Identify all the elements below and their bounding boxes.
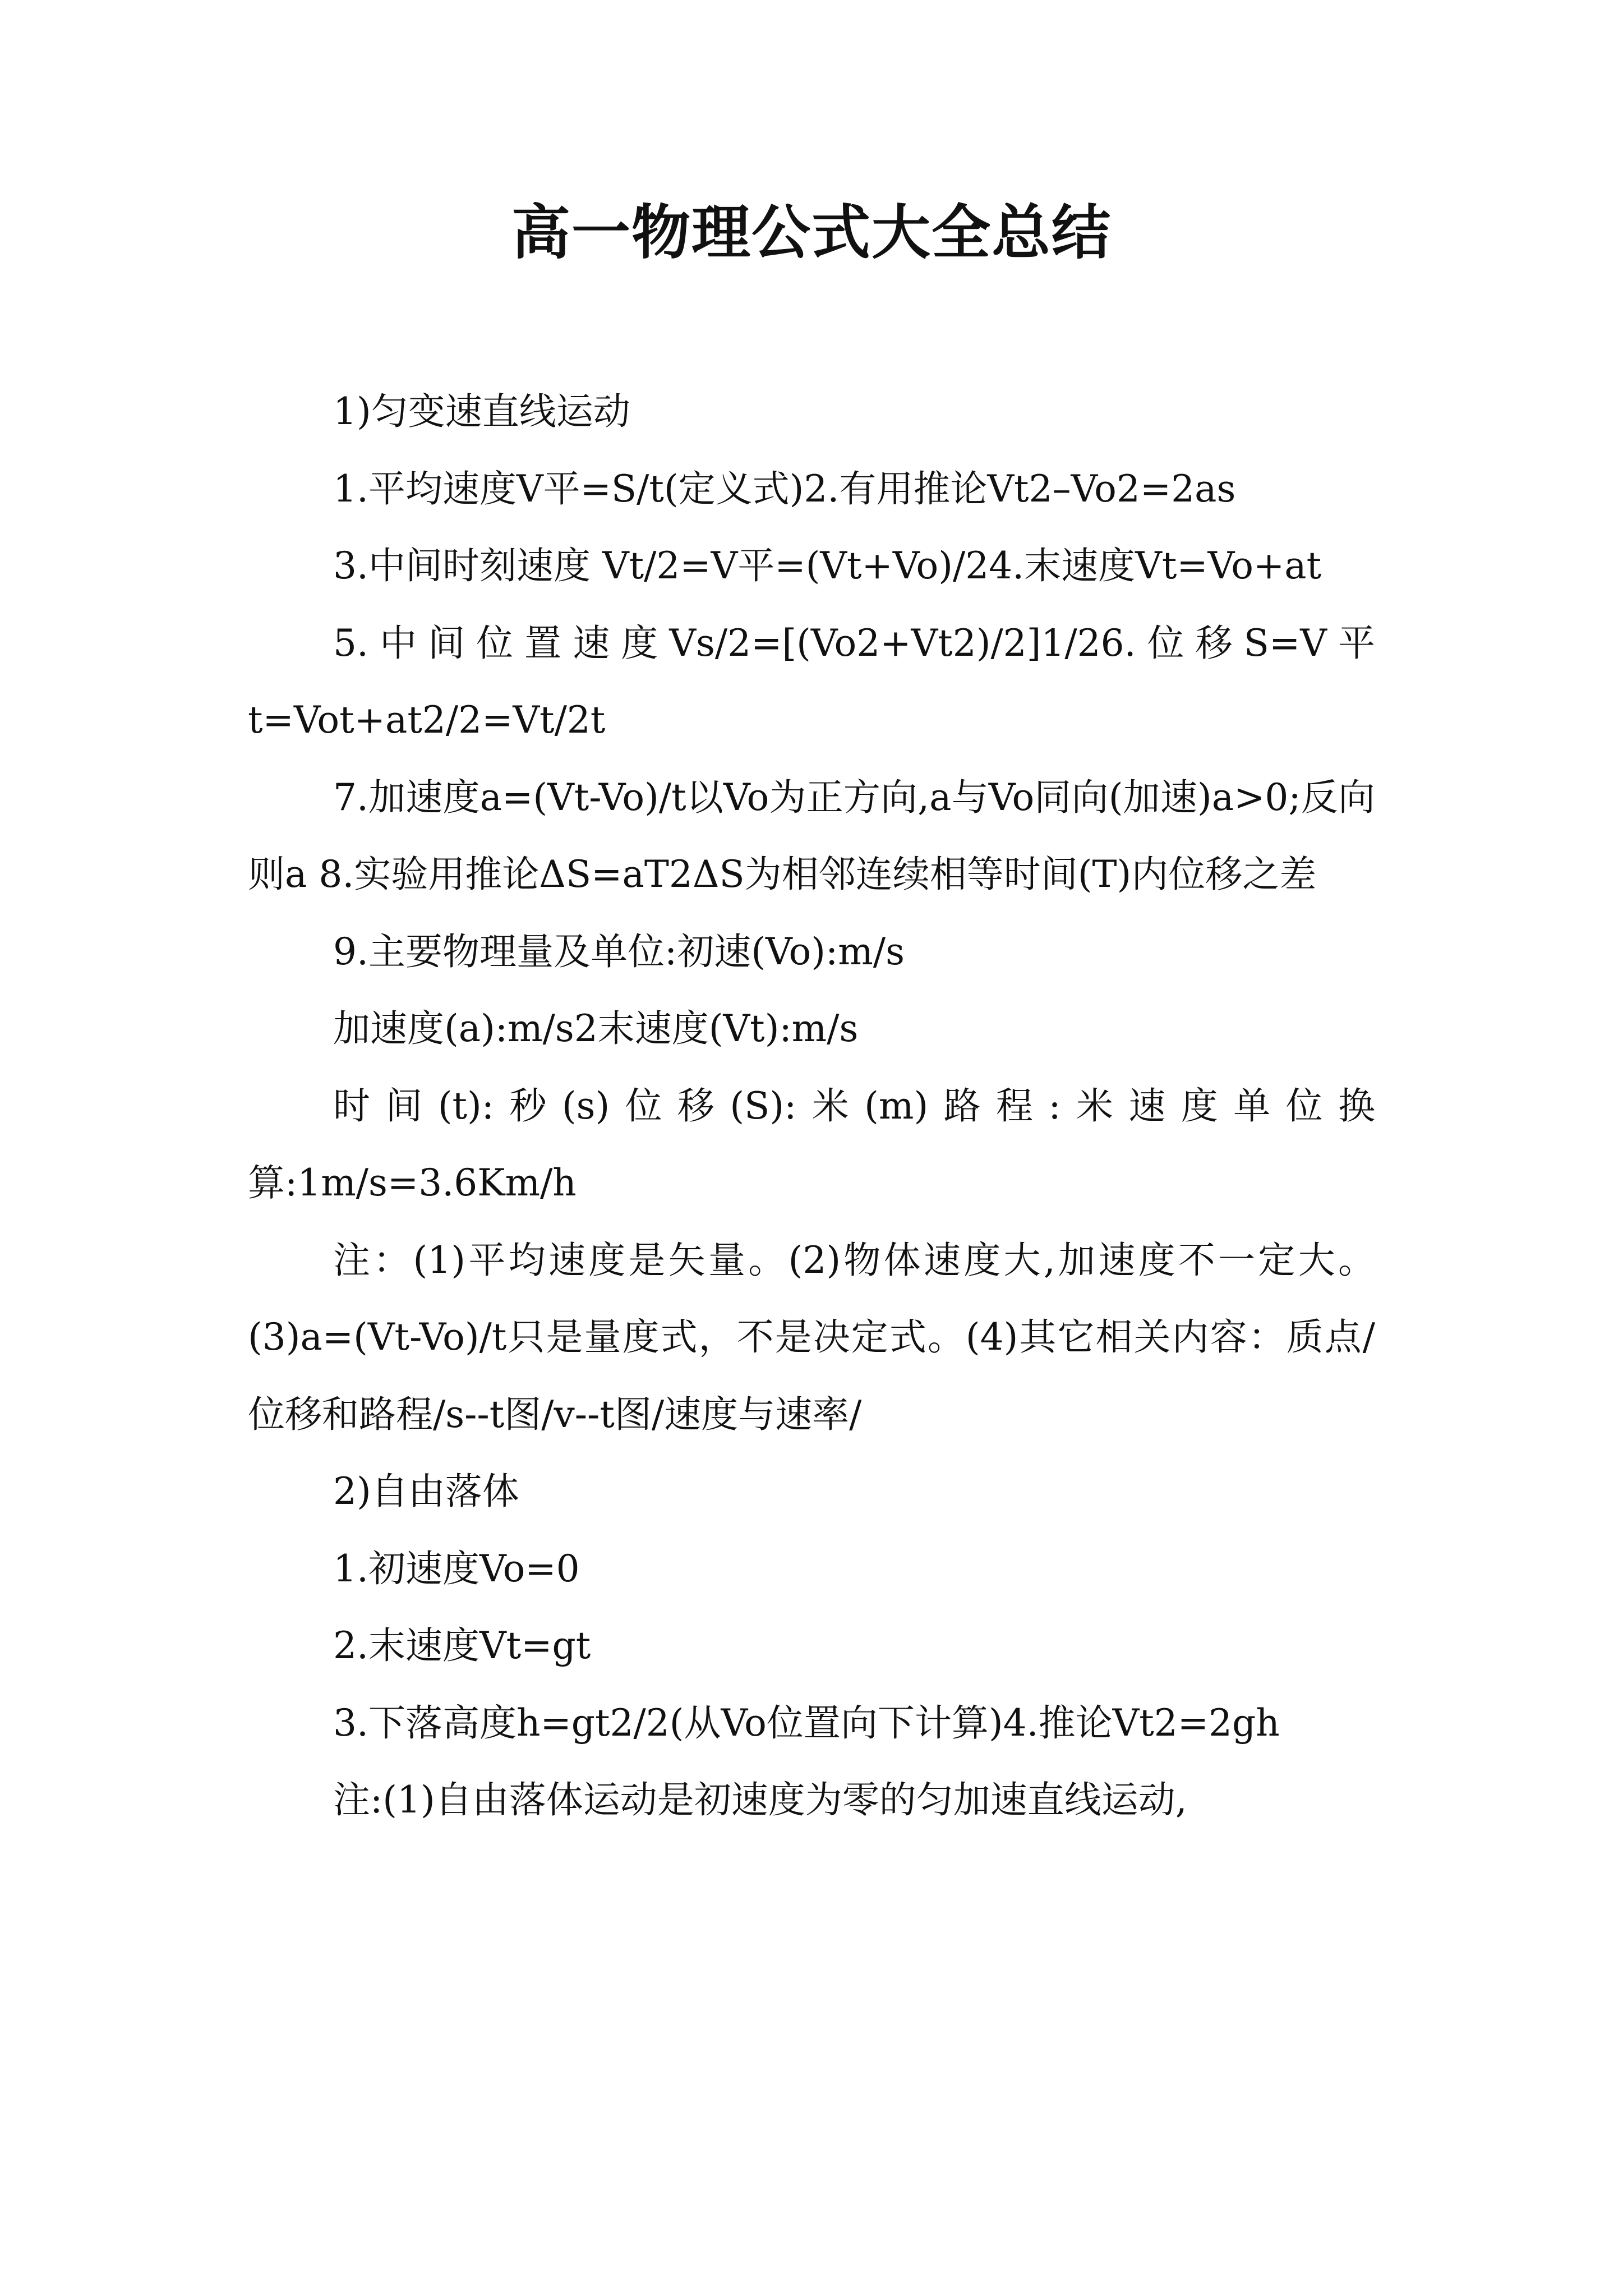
formula-paragraph: 2.末速度Vt=gt bbox=[333, 1624, 591, 1667]
formula-paragraph: 3.下落高度h=gt2/2(从Vo位置向下计算)4.推论Vt2=2gh bbox=[333, 1701, 1280, 1745]
units-paragraph: 9.主要物理量及单位:初速(Vo):m/s bbox=[333, 930, 905, 973]
section-heading-free-fall: 2)自由落体 bbox=[333, 1470, 519, 1513]
formula-paragraph: 3.中间时刻速度 Vt/2=V平=(Vt+Vo)/24.末速度Vt=Vo+at bbox=[333, 544, 1322, 587]
note-paragraph: 注：(1)平均速度是矢量。(2)物体速度大,加速度不一定大。(3)a=(Vt-Vo)/t只是量度式，不是决定式。(4)其它相关内容：质点/位移和路程/s--t图/v--t图/速度与速率/ bbox=[248, 1238, 1375, 1436]
formula-paragraph: 1.初速度Vo=0 bbox=[333, 1547, 580, 1590]
units-paragraph: 时间(t):秒(s)位移(S):米(m)路程:米速度单位换算:1m/s=3.6Km/h bbox=[248, 1084, 1375, 1204]
units-paragraph: 加速度(a):m/s2末速度(Vt):m/s bbox=[333, 1007, 859, 1050]
section-heading-uniform-motion: 1)匀变速直线运动 bbox=[333, 390, 630, 433]
document-body bbox=[248, 373, 1375, 1839]
note-paragraph: 注:(1)自由落体运动是初速度为零的匀加速直线运动, bbox=[333, 1778, 1187, 1821]
formula-paragraph: 7.加速度a=(Vt-Vo)/t以Vo为正方向,a与Vo同向(加速)a>0;反向则a 8.实验用推论ΔS=aT2ΔS为相邻连续相等时间(T)内位移之差 bbox=[248, 775, 1375, 896]
formula-paragraph: 5.中间位置速度Vs/2=[(Vo2+Vt2)/2]1/26.位移S=V平t=Vot+at2/2=Vt/2t bbox=[248, 621, 1375, 742]
formula-paragraph: 1.平均速度V平=S/t(定义式)2.有用推论Vt2–Vo2=2as bbox=[333, 467, 1236, 510]
document-title: 高一物理公式大全总结 bbox=[511, 199, 1112, 267]
